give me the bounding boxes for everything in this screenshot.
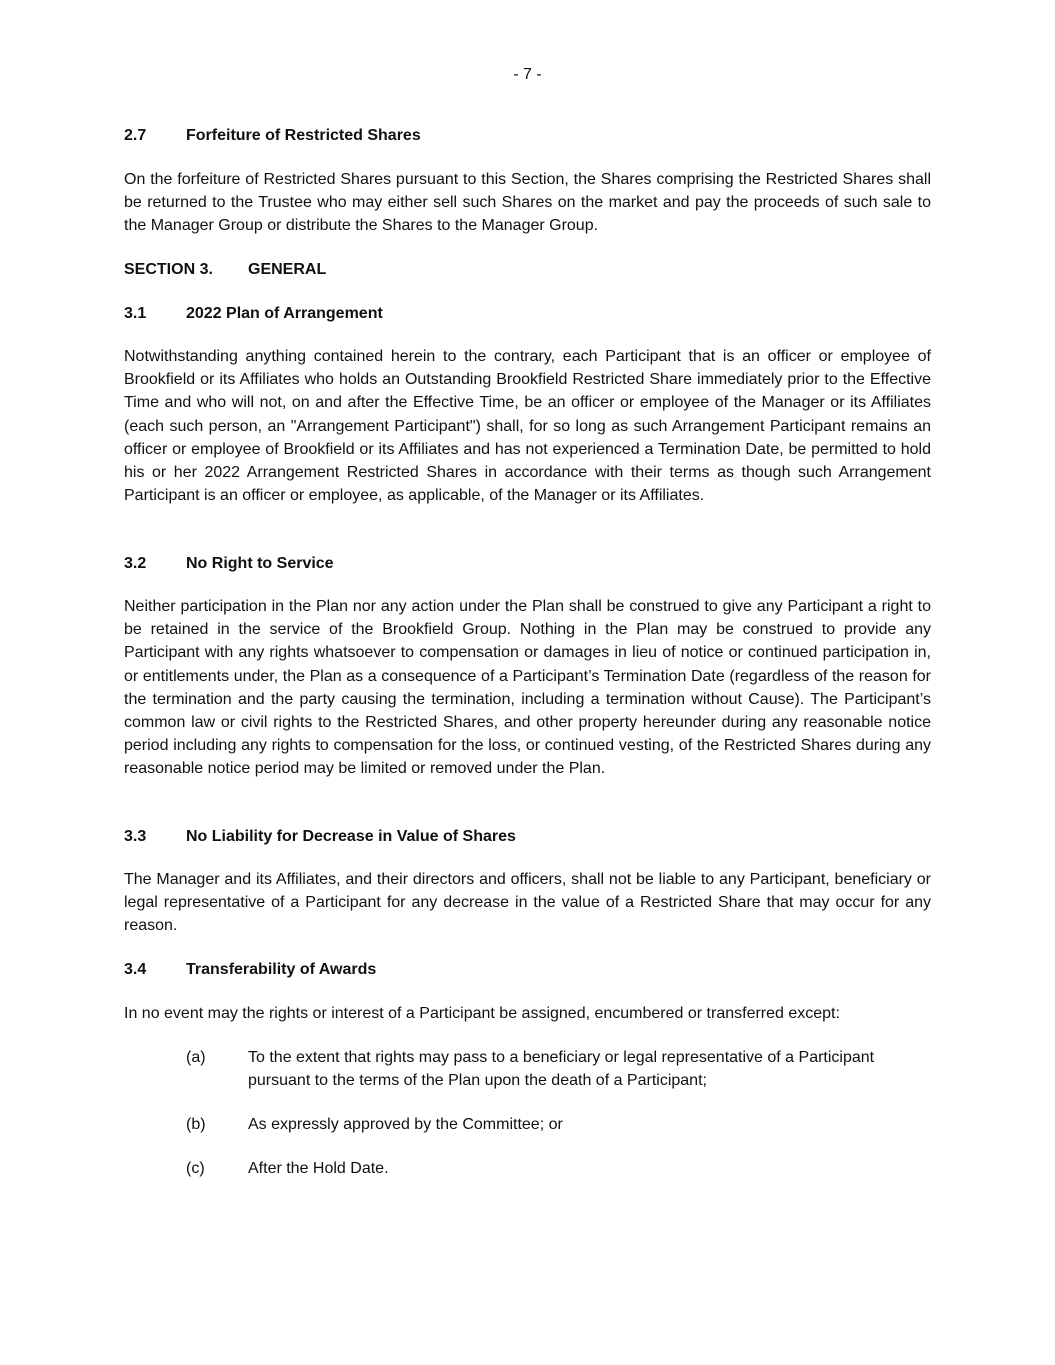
heading-number: 3.3 xyxy=(124,828,147,845)
heading-title: No Liability for Decrease in Value of Shares xyxy=(186,828,516,845)
list-marker: (c) xyxy=(186,1160,205,1177)
heading-3-2 xyxy=(124,552,931,575)
heading-number: 3.4 xyxy=(124,961,147,978)
heading-number: 2.7 xyxy=(124,127,147,144)
heading-number: 3.2 xyxy=(124,555,147,572)
section-number: SECTION 3. xyxy=(124,261,213,278)
page-number: - 7 - xyxy=(513,66,542,83)
list-item xyxy=(186,1157,931,1180)
paragraph-3-2: Neither participation in the Plan nor any action under the Plan shall be construed to give any Participant a right to be retained in the service of the Brookfield Group. Nothing in the Plan may be construed to provide any Participant with any rights whatsoever to compensation or damages in lieu of notice or continued participation in, or entitlements under, the Plan as a consequence of a Participant’s Termination Date (regardless of the reason for the termination and the party causing the termination, including a termination without Cause). The Participant’s common law or civil rights to the Restricted Shares, and other property hereunder during any reasonable notice period including any rights to compensation for the loss, or continued vesting, of the Restricted Shares during any reasonable notice period may be limited or removed under the Plan. xyxy=(124,598,931,778)
heading-title: No Right to Service xyxy=(186,555,334,572)
heading-title: Forfeiture of Restricted Shares xyxy=(186,127,421,144)
heading-title: 2022 Plan of Arrangement xyxy=(186,305,383,322)
list-item-text: After the Hold Date. xyxy=(248,1160,389,1177)
section-title: GENERAL xyxy=(248,261,327,278)
list-marker: (a) xyxy=(186,1049,206,1066)
paragraph-3-1: Notwithstanding anything contained herein to the contrary, each Participant that is an officer or employee of Brookfield or its Affiliates who holds an Outstanding Brookfield Restricted Share immediately prior to the Effective Time and who will not, on and after the Effective Time, be an officer or employee of the Manager or its Affiliates (each such person, an "Arrangement Participant") shall, for so long as such Arrangement Participant remains an officer or employee of Brookfield or its Affiliates and has not experienced a Termination Date, be permitted to hold his or her 2022 Arrangement Restricted Shares in accordance with their terms as though such Arrangement Participant is an officer or employee, as applicable, of the Manager or its Affiliates. xyxy=(124,348,931,505)
heading-number: 3.1 xyxy=(124,305,147,322)
list-item xyxy=(186,1113,931,1136)
paragraph-3-4: In no event may the rights or interest of a Participant be assigned, encumbered or transferred except: xyxy=(124,1005,840,1022)
list-item xyxy=(186,1046,931,1092)
heading-3-4 xyxy=(124,958,931,981)
list-marker: (b) xyxy=(186,1116,206,1133)
paragraph-3-3: The Manager and its Affiliates, and their directors and officers, shall not be liable to any Participant, beneficiary or legal representative of a Participant for any decrease in the value of a Restricted Share that may occur for any reason. xyxy=(124,871,931,935)
heading-title: Transferability of Awards xyxy=(186,961,377,978)
list-item-text: As expressly approved by the Committee; or xyxy=(248,1116,563,1133)
heading-3-3 xyxy=(124,825,931,848)
list-item-text: To the extent that rights may pass to a beneficiary or legal representative of a Participant pursuant to the terms of the Plan upon the death of a Participant; xyxy=(248,1049,875,1090)
section-3-heading xyxy=(124,258,931,281)
paragraph-2-7: On the forfeiture of Restricted Shares pursuant to this Section, the Shares comprising the Restricted Shares shall be returned to the Trustee who may either sell such Shares on the market and pay the proceeds of such sale to the Manager Group or distribute the Shares to the Manager Group. xyxy=(124,171,931,235)
heading-3-1 xyxy=(124,302,931,325)
heading-2-7 xyxy=(124,124,931,147)
